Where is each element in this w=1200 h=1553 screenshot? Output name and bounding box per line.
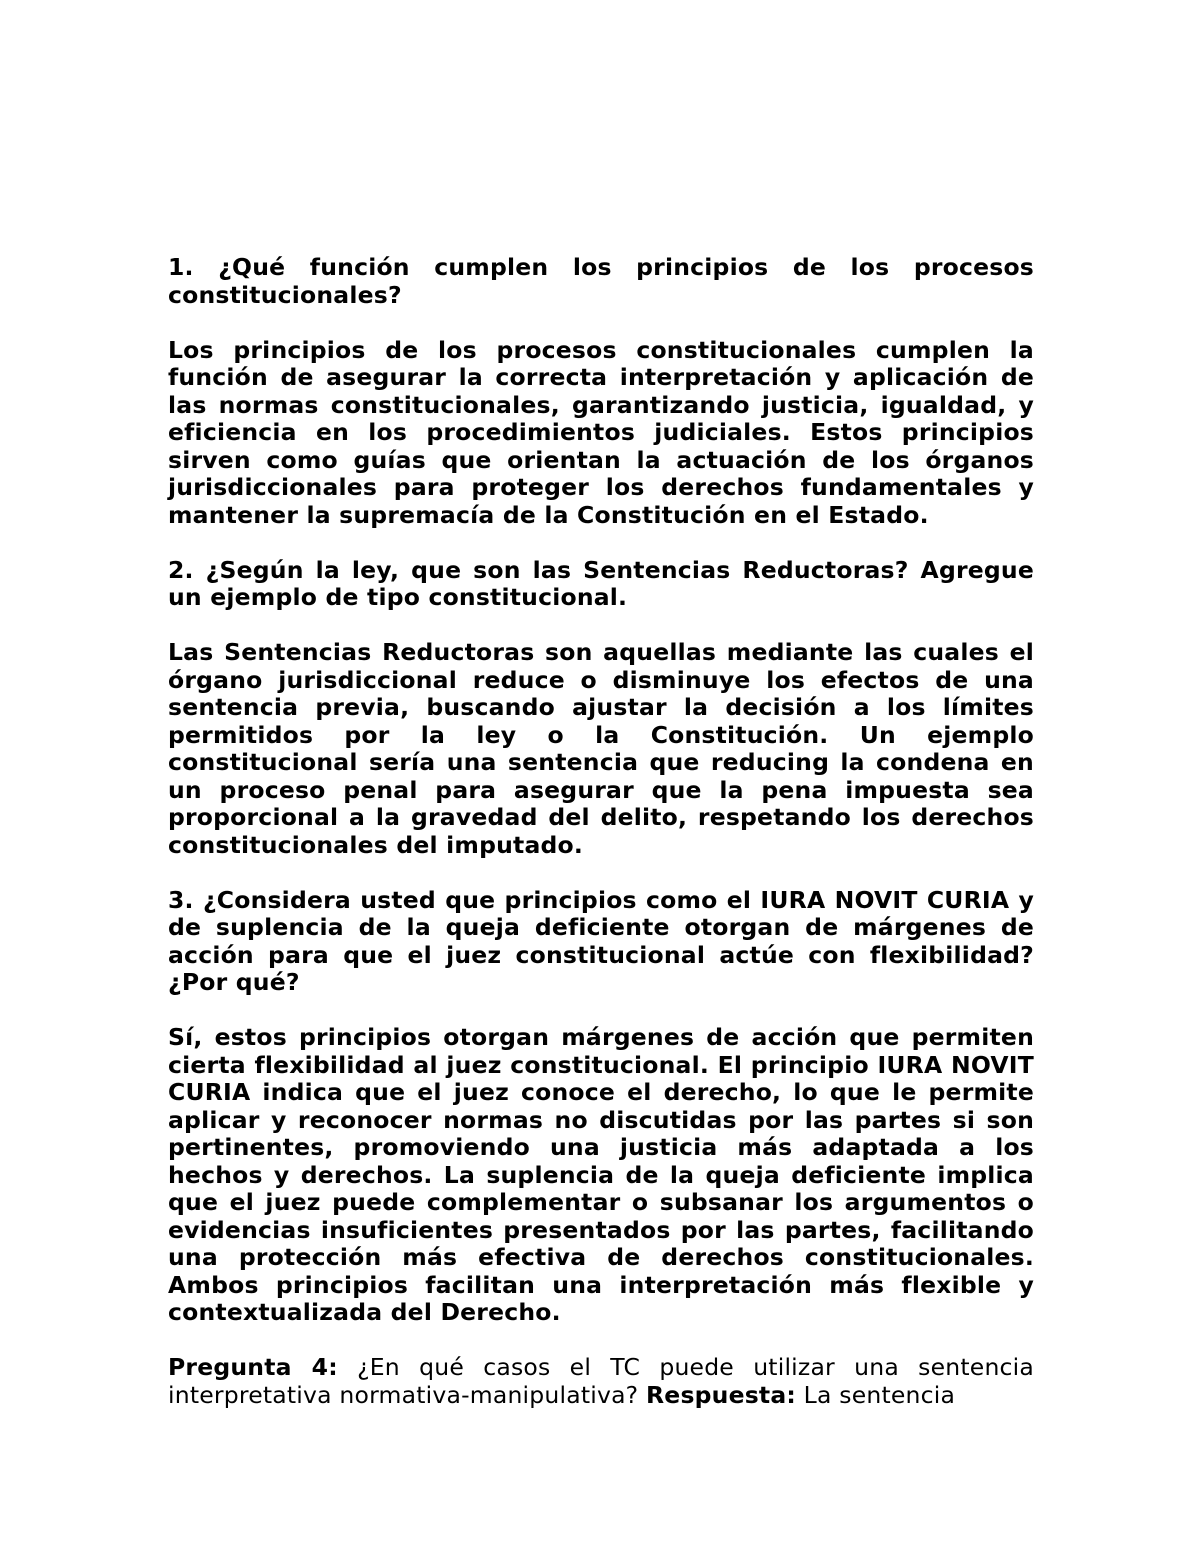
question-4	[168, 1354, 1034, 1409]
answer-1: Los principios de los procesos constitucionales cumplen la función de asegurar la correcta interpretación y aplicación de las normas constitucionales, garantizando justicia, igualdad, y eficiencia en los procedimientos judiciales. Estos principios sirven como guías que orientan la actuación de los órganos jurisdiccionales para proteger los derechos fundamentales y mantener la supremacía de la Constitución en el Estado.	[168, 335, 1034, 529]
document-page	[168, 254, 1034, 1437]
answer-4-label: Respuesta:	[646, 1380, 797, 1409]
question-2: 2. ¿Según la ley, que son las Sentencias Reductoras? Agregue un ejemplo de tipo constitucional.	[168, 555, 1034, 611]
question-4-label: Pregunta 4:	[168, 1353, 338, 1381]
question-4-text: ¿En qué casos el TC puede utilizar una sentencia interpretativa normativa-manipulativa?	[168, 1353, 1034, 1409]
question-1: 1. ¿Qué función cumplen los principios de los procesos constitucionales?	[168, 253, 1034, 309]
answer-3: Sí, estos principios otorgan márgenes de acción que permiten cierta flexibilidad al juez constitucional. El principio IURA NOVIT CURIA indica que el juez conoce el derecho, lo que le permite aplicar y reconocer normas no discutidas por las partes si son pertinentes, promoviendo una justicia más adaptada a los hechos y derechos. La suplencia de la queja deficiente implica que el juez puede complementar o subsanar los argumentos o evidencias insuficientes presentados por las partes, facilitando una protección más efectiva de derechos constitucionales. Ambos principios facilitan una interpretación más flexible y contextualizada del Derecho.	[168, 1023, 1034, 1326]
question-3: 3. ¿Considera usted que principios como el IURA NOVIT CURIA y de suplencia de la queja deficiente otorgan de márgenes de acción para que el juez constitucional actúe con flexibilidad? ¿Por qué?	[168, 885, 1034, 996]
answer-2: Las Sentencias Reductoras son aquellas mediante las cuales el órgano jurisdiccional reduce o disminuye los efectos de una sentencia previa, buscando ajustar la decisión a los límites permitidos por la ley o la Constitución. Un ejemplo constitucional sería una sentencia que reducing la condena en un proceso penal para asegurar que la pena impuesta sea proporcional a la gravedad del delito, respetando los derechos constitucionales del imputado.	[168, 638, 1034, 859]
answer-4-text: La sentencia	[796, 1380, 956, 1409]
